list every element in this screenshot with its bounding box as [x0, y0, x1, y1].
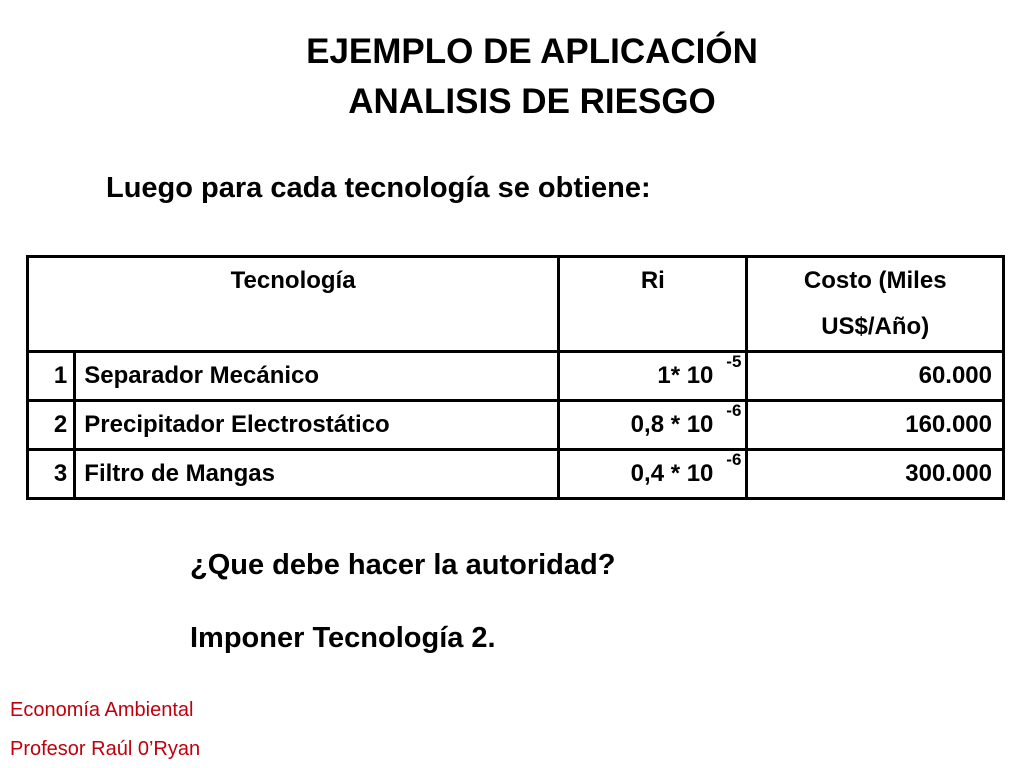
row-ri-base: 1* 10 — [657, 362, 714, 389]
row-cost: 160.000 — [747, 401, 1004, 450]
row-number: 3 — [28, 450, 75, 499]
intro-text: Luego para cada tecnología se obtiene: — [106, 172, 651, 204]
technology-table — [26, 255, 1005, 500]
row-ri-exponent: -6 — [726, 450, 742, 469]
question-text: ¿Que debe hacer la autoridad? — [190, 549, 616, 581]
row-technology: Separador Mecánico — [75, 352, 559, 401]
row-ri — [559, 450, 747, 499]
row-technology: Precipitador Electrostático — [75, 401, 559, 450]
table-row — [28, 450, 1004, 499]
row-number: 2 — [28, 401, 75, 450]
row-ri-base: 0,4 * 10 — [630, 460, 714, 487]
row-ri-exponent: -5 — [726, 352, 742, 371]
table-row — [28, 352, 1004, 401]
header-costo-line-1: Costo (Miles — [803, 267, 947, 294]
table-header-row — [28, 257, 1004, 352]
answer-text: Imponer Tecnología 2. — [190, 622, 496, 654]
footer-course: Economía Ambiental — [10, 699, 194, 721]
header-tecnologia: Tecnología — [28, 257, 559, 352]
row-cost: 60.000 — [747, 352, 1004, 401]
table-row — [28, 401, 1004, 450]
row-ri — [559, 352, 747, 401]
header-costo-line-2: US$/Año) — [821, 313, 930, 340]
row-ri — [559, 401, 747, 450]
row-ri-base: 0,8 * 10 — [630, 411, 714, 438]
row-technology: Filtro de Mangas — [75, 450, 559, 499]
header-ri: Ri — [559, 257, 747, 352]
header-costo — [747, 257, 1004, 352]
slide-title-line-2: ANALISIS DE RIESGO — [348, 82, 716, 121]
footer-professor: Profesor Raúl 0’Ryan — [10, 738, 201, 760]
slide-title-line-1: EJEMPLO DE APLICACIÓN — [306, 32, 758, 71]
row-ri-exponent: -6 — [726, 401, 742, 420]
row-number: 1 — [28, 352, 75, 401]
row-cost: 300.000 — [747, 450, 1004, 499]
